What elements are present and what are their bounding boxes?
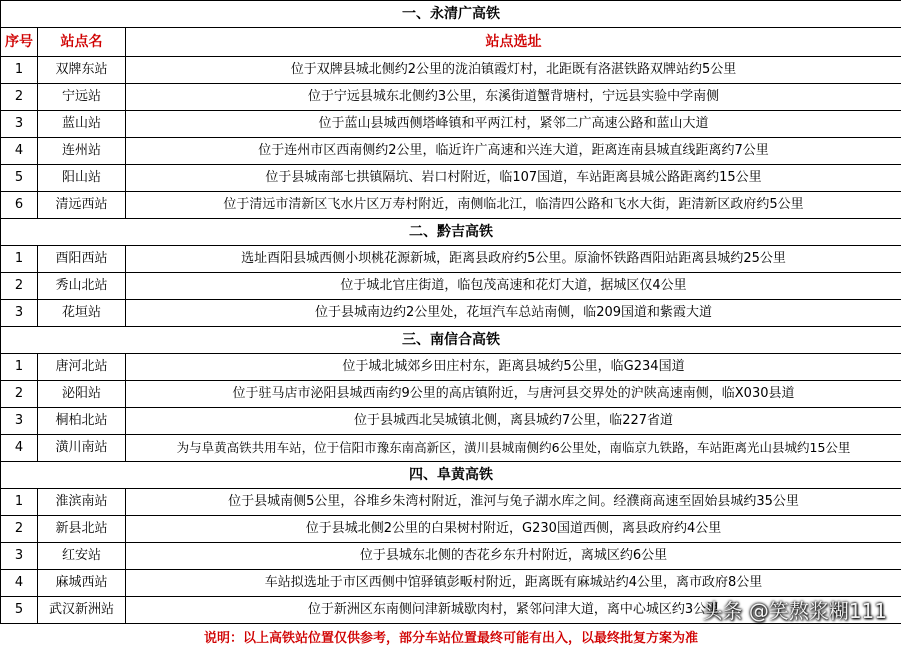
table-row [1,570,901,597]
row-index: 3 [1,111,38,138]
row-index: 5 [1,165,38,192]
row-index: 5 [1,597,38,624]
row-index: 1 [1,246,38,273]
table-row [1,516,901,543]
row-index: 3 [1,300,38,327]
row-station-location: 位于县城西北吴城镇北侧，离县城约7公里，临227省道 [126,408,901,435]
row-station-name: 花垣站 [38,300,126,327]
row-station-location: 选址酉阳县城西侧小坝桃花源新城，距离县政府约5公里。原渝怀铁路酉阳站距离县城约25公里 [126,246,901,273]
header-station-location: 站点选址 [126,28,901,57]
row-station-location: 位于双牌县城北侧约2公里的泷泊镇霞灯村，北距既有洛湛铁路双牌站约5公里 [126,57,901,84]
watermark: 头条 @笑熬浆糊111 [702,595,887,624]
row-station-location: 位于蓝山县城西侧塔峰镇和平两江村，紧邻二广高速公路和蓝山大道 [126,111,901,138]
table-row [1,273,901,300]
header-index: 序号 [1,28,38,57]
row-index: 1 [1,354,38,381]
table-row [1,543,901,570]
row-station-name: 红安站 [38,543,126,570]
row-station-name: 武汉新洲站 [38,597,126,624]
section-title-row [1,1,901,28]
row-station-name: 新县北站 [38,516,126,543]
row-station-location: 为与阜黄高铁共用车站，位于信阳市豫东南高新区，潢川县城南侧约6公里处，南临京九铁路，车站距离光山县城约15公里 [126,435,901,462]
row-index: 1 [1,57,38,84]
row-index: 2 [1,84,38,111]
row-station-location: 位于宁远县城东北侧约3公里，东溪街道蟹背塘村，宁远县实验中学南侧 [126,84,901,111]
header-station-name: 站点名 [38,28,126,57]
section-title: 三、南信合高铁 [1,327,901,354]
table-row [1,138,901,165]
section-title: 一、永清广高铁 [1,1,901,28]
row-station-location: 车站拟选址于市区西侧中馆驿镇彭畈村附近，距离既有麻城站约4公里，离市政府8公里 [126,570,901,597]
row-index: 2 [1,273,38,300]
row-station-name: 双牌东站 [38,57,126,84]
row-station-name: 唐河北站 [38,354,126,381]
row-station-name: 潢川南站 [38,435,126,462]
table-row [1,435,901,462]
row-station-name: 阳山站 [38,165,126,192]
row-station-location: 位于城北官庄街道，临包茂高速和花灯大道，据城区仅4公里 [126,273,901,300]
row-index: 2 [1,516,38,543]
row-station-location: 位于县城南侧5公里，谷堆乡朱湾村附近，淮河与兔子湖水库之间。经濮商高速至固始县城约35公里 [126,489,901,516]
row-station-location: 位于县城南部七拱镇隔坑、岩口村附近，临107国道，车站距离县城公路距离约15公里 [126,165,901,192]
row-station-location: 位于清远市清新区飞水片区万寿村附近，南侧临北江，临清四公路和飞水大街，距清新区政府约5公里 [126,192,901,219]
table-row [1,354,901,381]
row-station-name: 酉阳西站 [38,246,126,273]
section-title-row [1,327,901,354]
row-index: 4 [1,138,38,165]
row-station-name: 泌阳站 [38,381,126,408]
row-index: 3 [1,408,38,435]
table-row [1,489,901,516]
row-index: 6 [1,192,38,219]
table-row [1,381,901,408]
table-row [1,57,901,84]
row-station-name: 麻城西站 [38,570,126,597]
row-station-location: 位于连州市区西南侧约2公里，临近许广高速和兴连大道，距离连南县城直线距离约7公里 [126,138,901,165]
table-row [1,111,901,138]
row-index: 4 [1,435,38,462]
table-row [1,84,901,111]
table-row [1,192,901,219]
row-station-location: 位于县城南边约2公里处，花垣汽车总站南侧，临209国道和紫霞大道 [126,300,901,327]
note-text: 说明：以上高铁站位置仅供参考，部分车站位置最终可能有出入，以最终批复方案为准 [1,624,901,654]
row-station-name: 桐柏北站 [38,408,126,435]
row-station-location: 位于城北城郊乡田庄村东，距离县城约5公里，临G234国道 [126,354,901,381]
row-station-name: 秀山北站 [38,273,126,300]
row-station-name: 蓝山站 [38,111,126,138]
row-index: 1 [1,489,38,516]
table-row [1,246,901,273]
row-station-location: 位于驻马店市泌阳县城西南约9公里的高店镇附近，与唐河县交界处的沪陕高速南侧，临X030县道 [126,381,901,408]
note-row [1,624,901,654]
row-station-name: 连州站 [38,138,126,165]
row-index: 4 [1,570,38,597]
row-station-name: 淮滨南站 [38,489,126,516]
section-title-row [1,219,901,246]
row-station-location: 位于县城北侧2公里的白果树村附近，G230国道西侧，离县政府约4公里 [126,516,901,543]
section-title: 二、黔吉高铁 [1,219,901,246]
table-row [1,300,901,327]
table-row [1,597,901,624]
row-index: 3 [1,543,38,570]
row-station-name: 清远西站 [38,192,126,219]
table-row [1,165,901,192]
row-station-name: 宁远站 [38,84,126,111]
row-index: 2 [1,381,38,408]
table-header-row [1,28,901,57]
table-row [1,408,901,435]
section-title: 四、阜黄高铁 [1,462,901,489]
section-title-row [1,462,901,489]
row-station-location: 位于县城东北侧的杏花乡东升村附近，离城区约6公里 [126,543,901,570]
row-station-location: 位于新洲区东南侧问津新城歇肉村，紧邻问津大道，离中心城区约3公里 [126,597,901,624]
